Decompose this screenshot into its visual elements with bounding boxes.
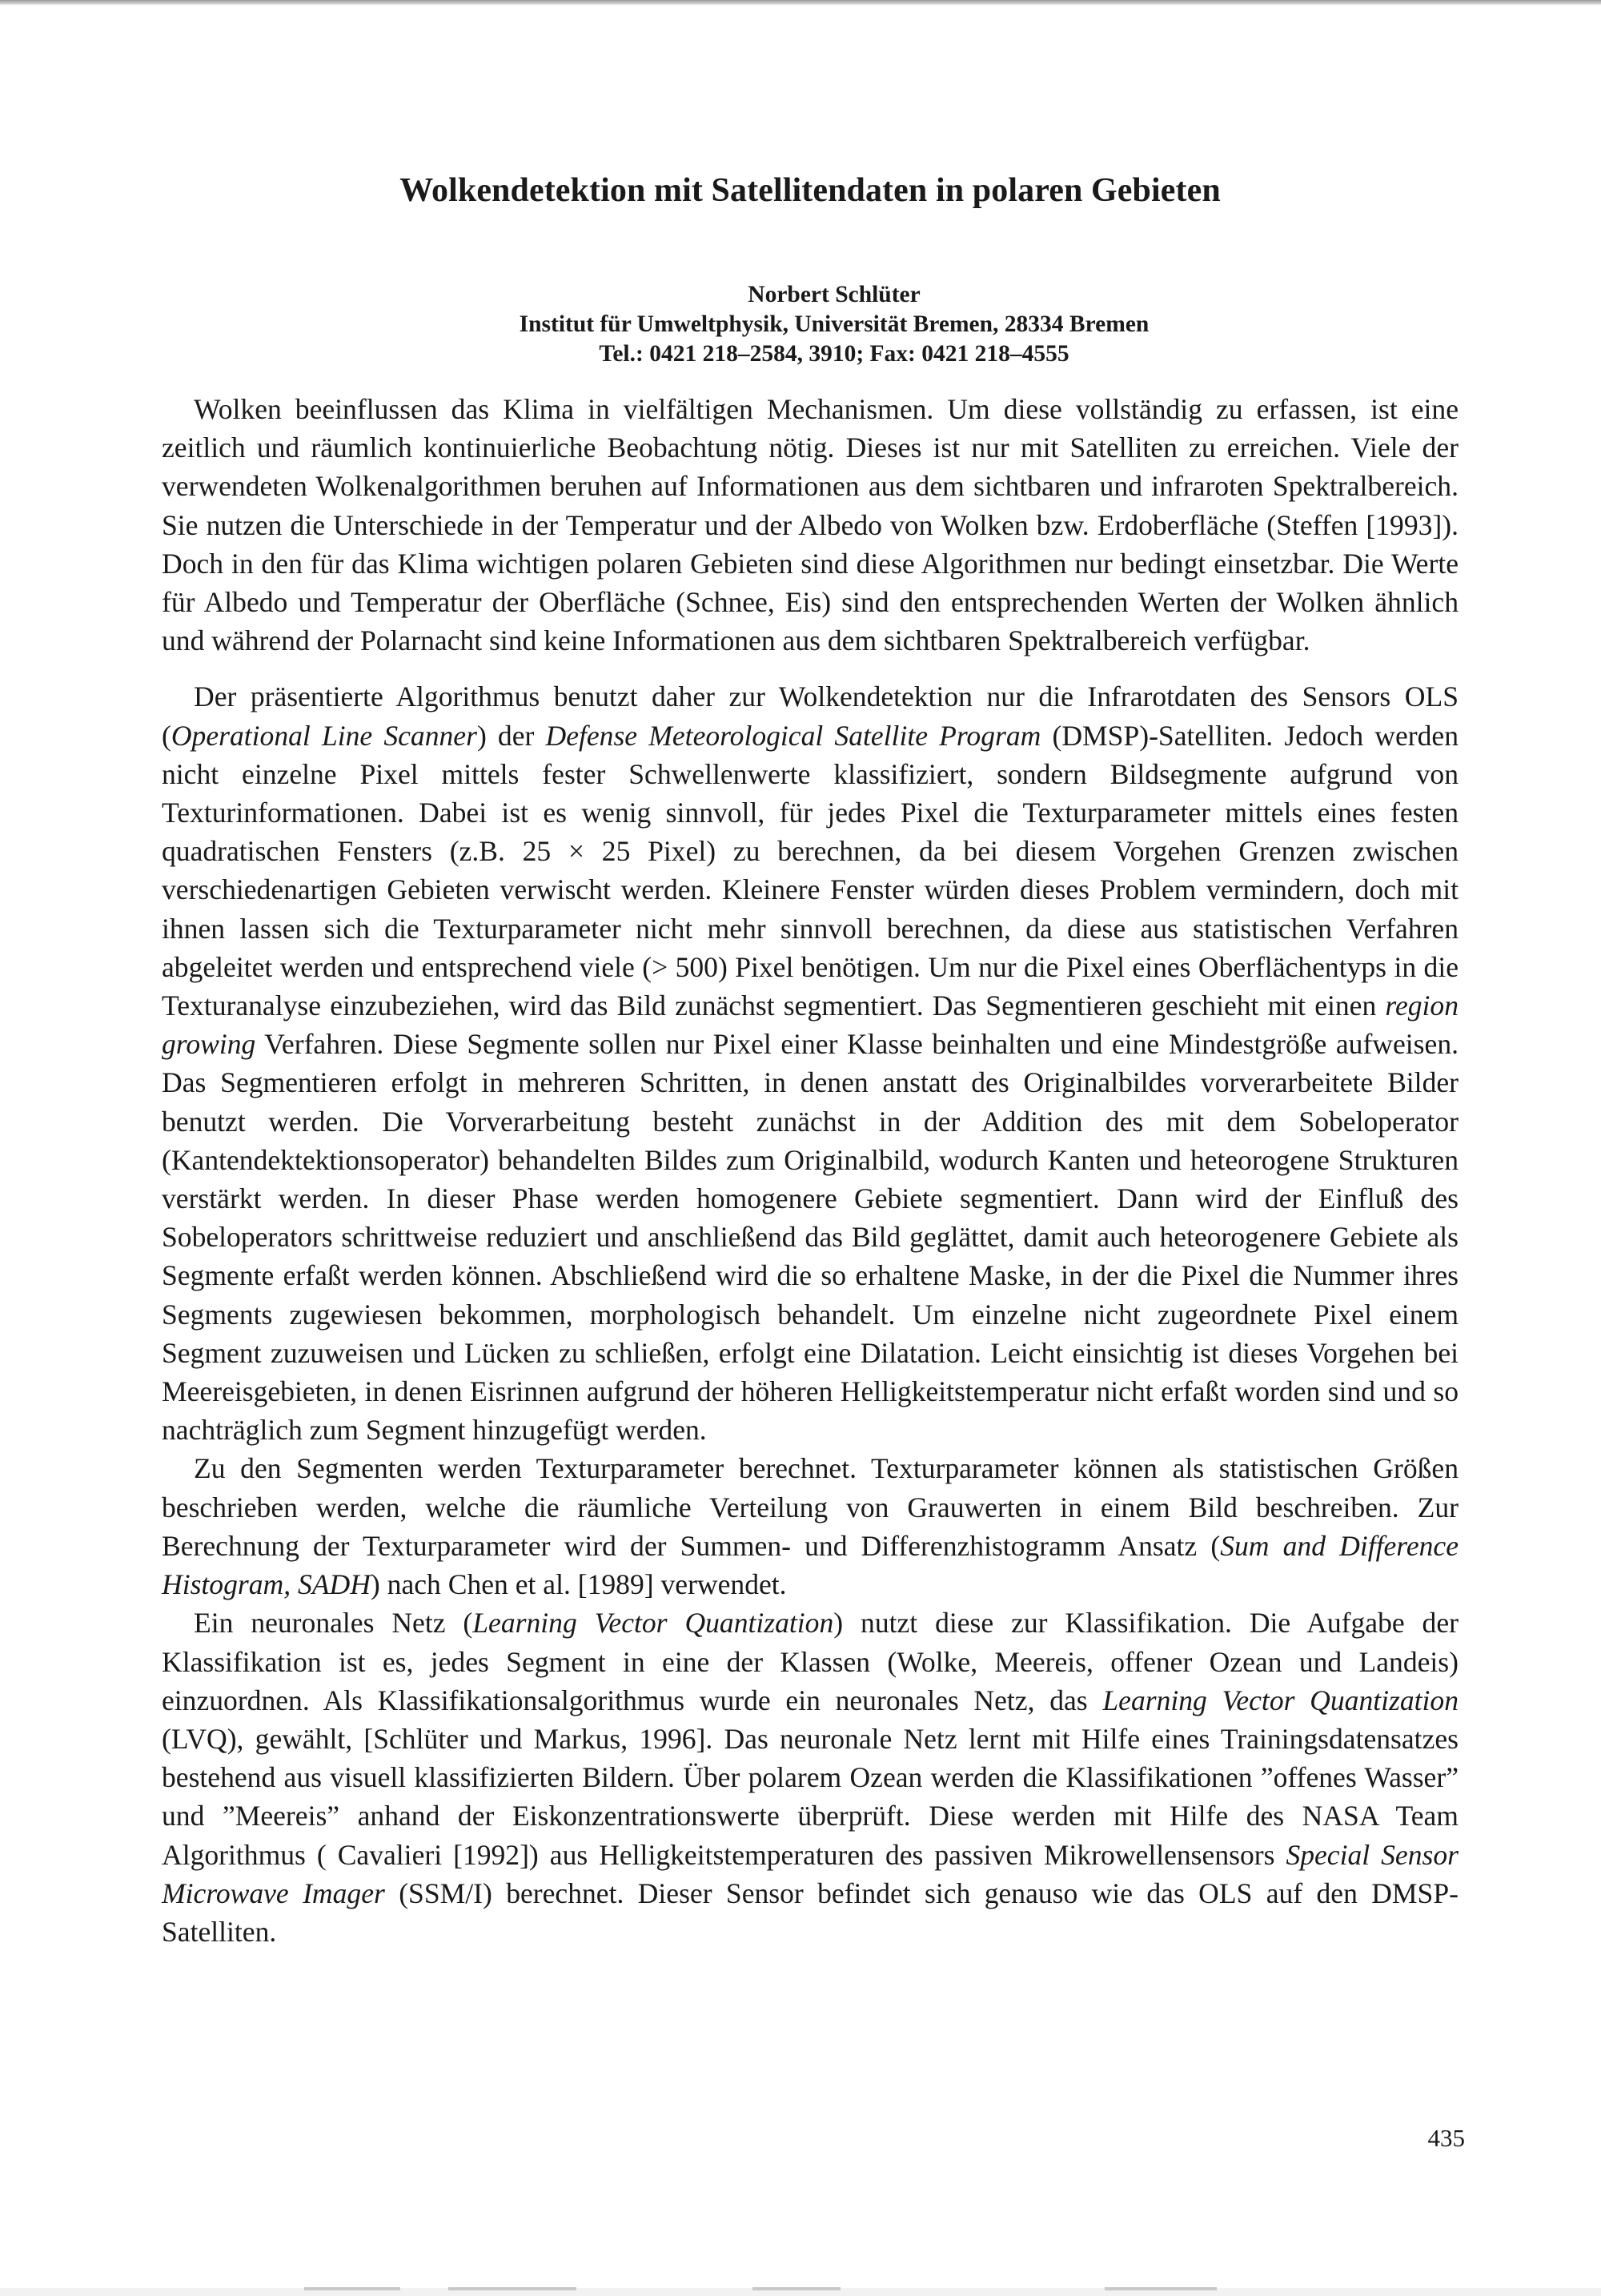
author-contact: Tel.: 0421 218–2584, 3910; Fax: 0421 218–4555 xyxy=(599,341,1069,367)
scan-top-edge xyxy=(0,0,1601,5)
italic-term: Special Sensor Microwave Imager xyxy=(162,1838,1459,1909)
text-run: ) der xyxy=(476,719,546,752)
italic-term: Defense Meteorological Satellite Program xyxy=(545,719,1041,752)
italic-term: Sum and Difference Histogram, SADH xyxy=(162,1529,1459,1601)
page-content xyxy=(162,168,1459,1951)
paragraph xyxy=(162,390,1459,660)
author-block xyxy=(162,280,1459,369)
paragraph xyxy=(162,677,1459,1449)
scan-artifact xyxy=(448,2287,576,2290)
author-affiliation: Institut für Umweltphysik, Universität Bremen, 28334 Bremen xyxy=(519,311,1150,337)
text-run: (LVQ), gewählt, [Schlüter und Markus, 1996]. Das neuronale Netz lernt mit Hilfe eines Trainingsdatensatzes bestehend aus visuell klassifizierten Bildern. Über polarem Ozean werden die Klassifikationen ”offenes Wasser” und ”Meereis” anhand der Eiskonzentrationswerte überprüft. Diese werden mit Hilfe des NASA Team Algorithmus ( Cavalieri [1992]) aus Helligkeitstemperaturen des passiven Mikrowellensensors xyxy=(162,1722,1459,1871)
italic-term: region growing xyxy=(162,989,1459,1061)
text-run: Zu den Segmenten werden Texturparameter berechnet. Texturparameter können als statistischen Größen beschrieben werden, welche die räumliche Verteilung von Grauwerten in einem Bild beschreiben. Zur Berechnung der Texturparameter wird der Summen- und Differenzhistogramm Ansatz ( xyxy=(162,1452,1459,1562)
text-run: ) nutzt diese zur Klassifikation. Die Aufgabe der Klassifikation ist es, jedes Segment in eine der Klassen (Wolke, Meereis, offener Ozean und Landeis) einzuordnen. Als Klassifikationsalgorithmus wurde ein neuronales Netz, das xyxy=(162,1607,1459,1716)
text-run: (SSM/I) berechnet. Dieser Sensor befindet sich genauso wie das OLS auf den DMSP-Satelliten. xyxy=(162,1877,1459,1948)
paper-title: Wolkendetektion mit Satellitendaten in polaren Gebieten xyxy=(399,172,1221,209)
scan-artifact xyxy=(752,2287,841,2290)
page-number: 435 xyxy=(1427,2124,1465,2152)
text-run: Ein neuronales Netz ( xyxy=(194,1607,473,1640)
text-run: (DMSP)-Satelliten. Jedoch werden nicht einzelne Pixel mittels fester Schwellenwerte klassifiziert, sondern Bildsegmente aufgrund von Texturinformationen. Dabei ist es wenig sinnvoll, für jedes Pixel die Texturparameter mittels eines festen quadratischen Fensters (z.B. 25 × 25 Pixel) zu berechnen, da bei diesem Vorgehen Grenzen zwischen verschiedenartigen Gebieten verwischt werden. Kleinere Fenster würden dieses Problem vermindern, doch mit ihnen lassen sich die Texturparameter nicht mehr sinnvoll berechnen, da diese aus statistischen Verfahren abgeleitet werden und entsprechend viele (> 500) Pixel benötigen. Um nur die Pixel eines Oberflächentyps in die Texturanalyse einzubeziehen, wird das Bild zunächst segmentiert. Das Segmentieren geschieht mit einen xyxy=(162,719,1459,1022)
paragraph xyxy=(162,1449,1459,1604)
text-run: Wolken beeinflussen das Klima in vielfältigen Mechanismen. Um diese vollständig zu erfassen, ist eine zeitlich und räumlich kontinuierliche Beobachtung nötig. Dieses ist nur mit Satelliten zu erreichen. Viele der verwendeten Wolkenalgorithmen beruhen auf Informationen aus dem sichtbaren und infraroten Spektralbereich. Sie nutzen die Unterschiede in der Temperatur und der Albedo von Wolken bzw. Erdoberfläche (Steffen [1993]). Doch in den für das Klima wichtigen polaren Gebieten sind diese Algorithmen nur bedingt einsetzbar. Die Werte für Albedo und Temperatur der Oberfläche (Schnee, Eis) sind den entsprechenden Werten der Wolken ähnlich und während der Polarnacht sind keine Informationen aus dem sichtbaren Spektralbereich verfügbar. xyxy=(162,393,1459,657)
scan-artifact xyxy=(1105,2287,1217,2290)
italic-term: Learning Vector Quantization xyxy=(1102,1684,1459,1716)
text-run: ) nach Chen et al. [1989] verwendet. xyxy=(370,1568,787,1601)
text-run: Der präsentierte Algorithmus benutzt daher zur Wolkendetektion nur die Infrarotdaten des Sensors OLS ( xyxy=(162,680,1459,752)
text-run: Verfahren. Diese Segmente sollen nur Pixel einer Klasse beinhalten und eine Mindestgröße aufweisen. Das Segmentieren erfolgt in mehreren Schritten, in denen anstatt des Originalbildes vorverarbeitete Bilder benutzt werden. Die Vorverarbeitung besteht zunächst in der Addition des mit dem Sobeloperator (Kantendektektionsoperator) behandelten Bildes zum Originalbild, wodurch Kanten und heteorogene Strukturen verstärkt werden. In dieser Phase werden homogenere Gebiete segmentiert. Dann wird der Einfluß des Sobeloperators schrittweise reduziert und anschließend das Bild geglättet, damit auch heteorogenere Gebiete als Segmente erfaßt werden können. Abschließend wird die so erhaltene Maske, in der die Pixel die Nummer ihres Segments zugewiesen bekommen, morphologisch behandelt. Um einzelne nicht zugeordnete Pixel einem Segment zuzuweisen und Lücken zu schließen, erfolgt eine Dilatation. Leicht einsichtig ist dieses Vorgehen bei Meereisgebieten, in denen Eisrinnen aufgrund der höheren Helligkeitstemperatur nicht erfaßt worden sind und so nachträglich zum Segment hinzugefügt werden. xyxy=(162,1028,1459,1447)
author-name: Norbert Schlüter xyxy=(748,282,921,307)
italic-term: Learning Vector Quantization xyxy=(472,1607,834,1640)
scan-artifact xyxy=(304,2287,400,2290)
body-text xyxy=(162,390,1459,1951)
italic-term: Operational Line Scanner xyxy=(171,719,477,752)
paragraph xyxy=(162,1604,1459,1951)
